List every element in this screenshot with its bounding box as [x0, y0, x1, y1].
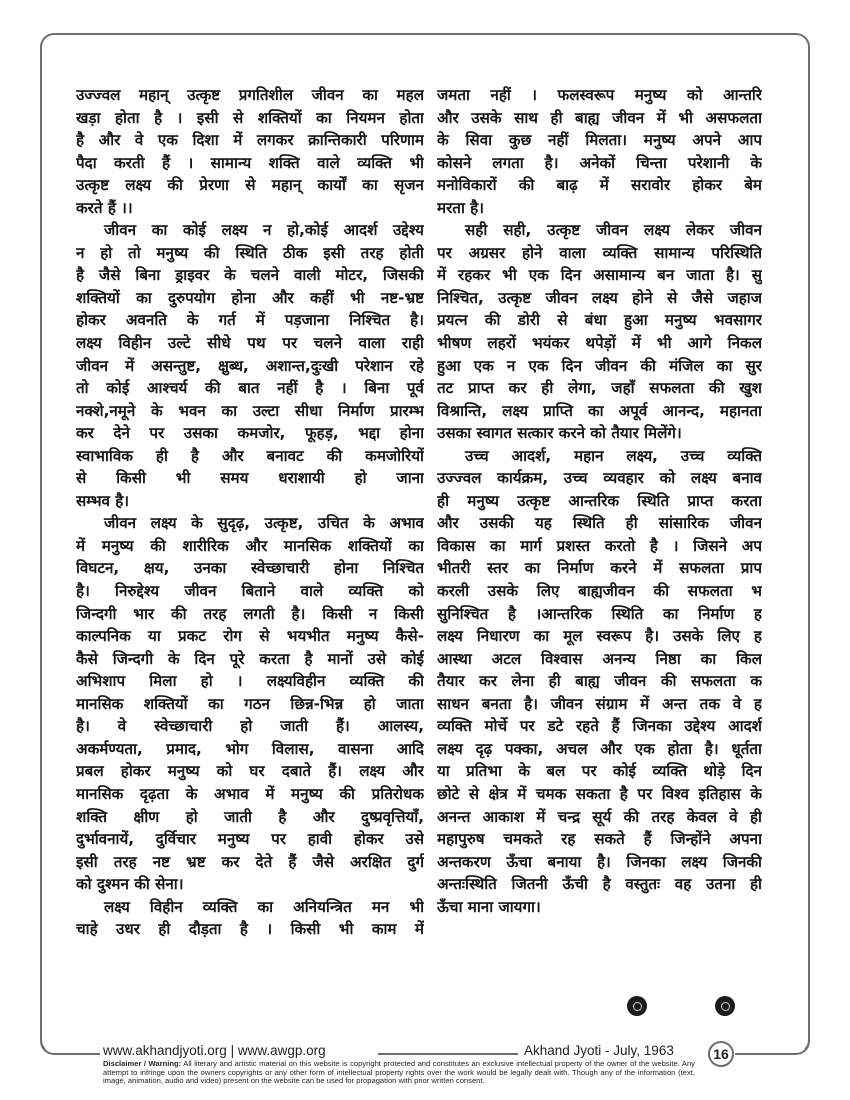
left-text-column: [76, 84, 424, 941]
text-line: होकर अवनति के गर्त में पड़जाना निश्चित है।: [76, 311, 424, 330]
text-line: पर अग्रसर होने वाला व्यक्ति सामान्य परिस्थिति: [437, 243, 762, 262]
page-number-badge: [708, 1041, 734, 1067]
text-line: साधन बनता है। जीवन संग्राम में अन्त तक वे ह: [437, 694, 762, 713]
text-line: जिन्दगी भार की तरह लगती है। किसी न किसी: [76, 604, 424, 623]
text-line: में रहकर भी एक दिन असामान्य बन जाता है। सु: [437, 266, 762, 285]
page-border-bottom-left: [40, 1040, 100, 1055]
text-line: प्रबल होकर मनुष्य को घर दबाते हैं। लक्ष्य और: [76, 762, 424, 781]
text-line: जीवन लक्ष्य के सुदृढ़, उत्कृष्ट, उचित के अभाव: [104, 514, 424, 533]
text-line: लक्ष्य दृढ़ पक्का, अचल और एक होता है। धूर्तता: [437, 739, 762, 758]
text-line: ही मनुष्य उत्कृष्ट आन्तरिक स्थिति प्राप्त करता: [437, 491, 762, 510]
text-line: शक्तियों का दुरुपयोग होना और कहीं भी नष्ट-भ्रष्ट: [76, 288, 424, 307]
right-text-column: [437, 84, 762, 918]
text-line: छोटे से क्षेत्र में चमक सकता है पर विश्व इतिहास के: [437, 784, 762, 803]
text-line: न हो तो मनुष्य की स्थिति ठीक इसी तरह होती: [76, 243, 424, 262]
text-line: लक्ष्य निधारण का मूल स्वरूप है। उसके लिए ह: [437, 627, 762, 646]
text-line: और उसकी यह स्थिति ही सांसारिक जीवन: [437, 514, 762, 533]
text-line: उज्ज्वल कार्यक्रम, उच्च व्यवहार को लक्ष्य बनाव: [437, 469, 762, 488]
text-line: मानसिक शक्तियों का गठन छिन्न-भिन्न हो जाता: [76, 694, 424, 713]
text-line: नक्शे,नमूने के भवन का उल्टा सीधा निर्माण प्रारम्भ: [76, 401, 424, 420]
text-line: उत्कृष्ट लक्ष्य की प्रेरणा से महान् कार्यों का सृजन: [76, 176, 424, 195]
footer-disclaimer: [103, 1060, 695, 1086]
text-line: जीवन में असन्तुष्ट, क्षुब्ध, अशान्त,दुःखी परेशान रहे: [76, 356, 424, 375]
sun-ornament-icon: [627, 996, 647, 1016]
text-line: अन्तःस्थिति जितनी ऊँची है वस्तुतः वह उतना ही: [437, 875, 762, 894]
sun-ornament-icon: [715, 996, 735, 1016]
text-line: सही सही, उत्कृष्ट जीवन लक्ष्य लेकर जीवन: [465, 221, 762, 240]
page-border-bottom-mid: [378, 1053, 518, 1055]
text-line: मरता है।: [437, 198, 484, 217]
text-line: और उसके साथ ही बाह्य जीवन में भी असफलता: [437, 108, 762, 127]
text-line: विकास का मार्ग प्रशस्त करतो है । जिसने अप: [437, 536, 762, 555]
text-line: हुआ एक न एक दिन जीवन की मंजिल का सुर: [437, 356, 762, 375]
text-line: सम्भव है।: [76, 491, 130, 510]
text-line: में मनुष्य की शारीरिक और मानसिक शक्तियों का: [76, 536, 424, 555]
text-line: काल्पनिक या प्रकट रोग से भयभीत मनुष्य कैसे-: [76, 627, 424, 646]
text-line: स्वाभाविक ही है और बनावट की कमजोरियों: [76, 446, 424, 465]
text-line: से किसी भी समय धराशायी हो जाना: [76, 469, 424, 488]
text-line: करली उसके लिए बाह्यजीवन की सफलता भ: [437, 582, 762, 601]
text-line: उसका स्वागत सत्कार करने को तैयार मिलेंगे।: [437, 424, 682, 443]
text-line: अकर्मण्यता, प्रमाद, भोग विलास, वासना आदि: [76, 739, 424, 758]
text-line: करते हैं ।।: [76, 198, 133, 217]
text-line: कर देने पर उसका कमजोर, फूहड़, भद्दा होना: [76, 424, 424, 443]
text-line: अनन्त आकाश में चन्द्र सूर्य की तरह केवल वे ही: [437, 807, 762, 826]
text-line: उज्ज्वल महान् उत्कृष्ट प्रगतिशील जीवन का महल: [76, 86, 424, 104]
text-line: विश्रान्ति, लक्ष्य प्राप्ति का अपूर्व आनन्द, महानता: [437, 401, 762, 420]
footer-publication-title: Akhand Jyoti - July, 1963: [524, 1043, 674, 1058]
text-line: खड़ा होता है । इसी से शक्तियों का नियमन होता: [76, 108, 424, 127]
text-line: अन्तकरण ऊँचा बनाया है। जिनका लक्ष्य जिनकी: [437, 852, 762, 871]
text-line: कैसे जिन्दगी के दिन पूरे करता है मानों उसे कोई: [76, 649, 424, 668]
text-line: दुर्भावनायें, दुर्विचार मनुष्य पर हावी होकर उसे: [76, 830, 424, 849]
text-line: अभिशाप मिला हो । लक्ष्यविहीन व्यक्ति की: [76, 672, 424, 691]
text-line: मनोविकारों की बाढ़ में सरावोर होकर बेम: [437, 176, 762, 195]
footer-website-links[interactable]: www.akhandjyoti.org | www.awgp.org: [103, 1043, 326, 1058]
text-line: ऊँचा माना जायगा।: [437, 897, 541, 916]
text-line: आस्था अटल विश्वास अनन्य निष्ठा का किल: [437, 649, 762, 668]
text-line: मानसिक दृढ़ता के अभाव में मनुष्य की प्रतिरोधक: [76, 784, 424, 803]
text-line: कोसने लगता है। अनेकों चिन्ता परेशानी के: [437, 153, 762, 172]
text-line: लक्ष्य विहीन उल्टे सीधे पथ पर चलने वाला राही: [76, 334, 424, 353]
text-line: उच्च आदर्श, महान लक्ष्य, उच्च व्यक्ति: [465, 446, 762, 465]
text-line: चाहे उधर ही दौड़ता है । किसी भी काम में: [76, 920, 424, 939]
page-number: 16: [713, 1046, 729, 1062]
text-line: तो कोई आश्चर्य की बात नहीं है । बिना पूर्व: [76, 379, 424, 398]
text-line: है जैसे बिना ड्राइवर के चलने वाली मोटर, जिसकी: [76, 266, 424, 285]
text-line: भीषण लहरों भयंकर थपेड़ों में भी आगे निकल: [437, 334, 762, 353]
text-line: विघटन, क्षय, उनका स्वेच्छाचारी होना निश्चित: [76, 559, 424, 578]
text-line: है। वे स्वेच्छाचारी हो जाती हैं। आलस्य,: [76, 717, 424, 736]
text-line: इसी तरह नष्ट भ्रष्ट कर देते हैं जैसे अरक्षित दुर्ग: [76, 852, 424, 871]
text-line: लक्ष्य विहीन व्यक्ति का अनियन्त्रित मन भी: [104, 897, 424, 916]
text-line: भीतरी स्तर का निर्माण करने में सफलता प्राप: [437, 559, 762, 578]
text-line: पैदा करती हैं । सामान्य शक्ति वाले व्यक्ति भी: [76, 153, 424, 172]
text-line: के सिवा कुछ नहीं मिलता। मनुष्य अपने आप: [437, 131, 762, 150]
page-border-bottom-right: [735, 1040, 810, 1055]
text-line: है और वे एक दिशा में लगकर क्रान्तिकारी परिणाम: [76, 131, 424, 150]
text-line: जीवन का कोई लक्ष्य न हो,कोई आदर्श उद्देश्य: [104, 221, 424, 240]
text-line: व्यक्ति मोर्चे पर डटे रहते हैं जिनका उद्देश्य आदर्श: [437, 717, 762, 736]
text-line: जमता नहीं । फलस्वरूप मनुष्य को आन्तरि: [437, 86, 762, 104]
text-line: को दुश्मन की सेना।: [76, 875, 184, 894]
text-line: शक्ति क्षीण हो जाती है और दुष्प्रवृत्तियाँ,: [76, 807, 424, 826]
text-line: सुनिश्चित है ।आन्तरिक स्थिति का निर्माण ह: [437, 604, 762, 623]
text-line: तट प्राप्त कर ही लेगा, जहाँ सफलता की खुश: [437, 379, 762, 398]
text-line: प्रयत्न की डोरी से बंधा हुआ मनुष्य भवसागर: [437, 311, 762, 330]
text-line: है। निरुद्देश्य जीवन बिताने वाले व्यक्ति को: [76, 582, 424, 601]
text-line: निश्चित, उत्कृष्ट जीवन लक्ष्य होने से जैसे जहाज: [437, 288, 762, 307]
disclaimer-text: All literary and artistic material on this website is copyright protected and constitutes an exclusive intellectual property of the owner of the website. Any attempt to infringe upon the owners copyrights or any other form of intellectual property rights over the work would be legally dealt with. Though any of the information (text, image, animation, audio and video) present on the website can be used for propagation with prior written consent.: [103, 1059, 695, 1086]
text-line: तैयार कर लेना ही बाह्य जीवन की सफलता क: [437, 672, 762, 691]
disclaimer-label: Disclaimer / Warning:: [103, 1059, 182, 1068]
text-line: या प्रतिभा के बल पर कोई व्यक्ति थोड़े दिन: [437, 762, 762, 781]
text-line: महापुरुष चमकते रह सकते हैं जिन्होंने अपना: [437, 830, 762, 849]
